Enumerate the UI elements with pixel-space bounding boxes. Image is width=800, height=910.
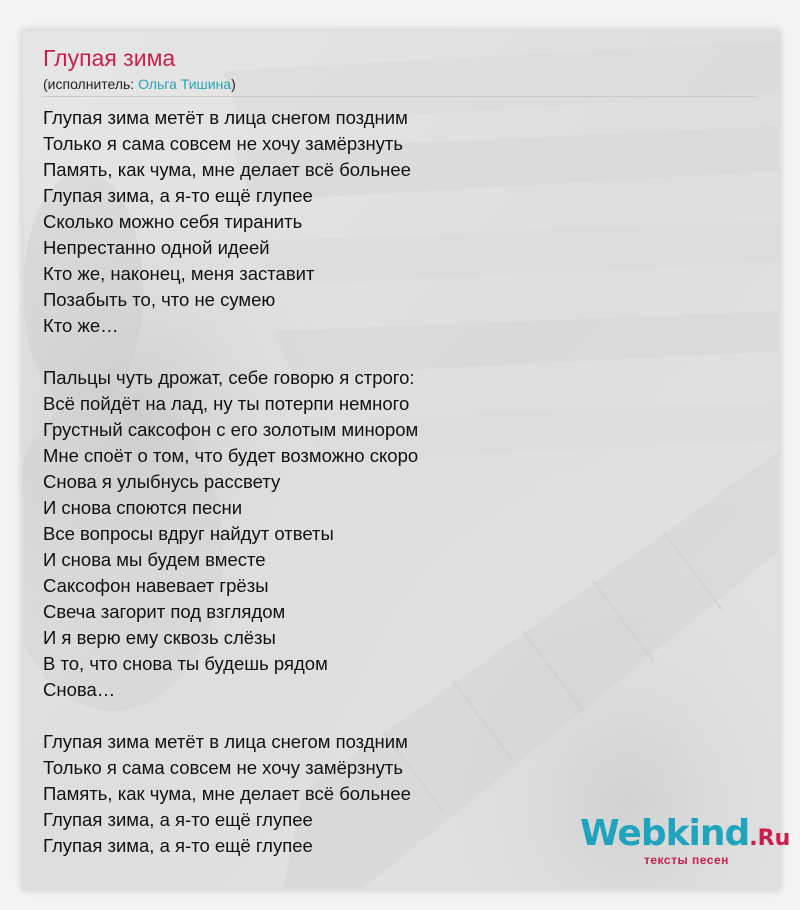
song-title: Глупая зима [43,45,176,71]
lyric-line: Свеча загорит под взглядом [43,601,286,622]
lyric-line: Память, как чума, мне делает всё больнее [43,783,411,804]
lyric-line: Позабыть то, что не сумею [43,289,276,310]
lyric-line: Только я сама совсем не хочу замёрзнуть [43,757,404,778]
artist-line [43,75,759,93]
logo-main-text: Webkind [580,813,750,854]
song-content [43,41,759,885]
lyric-line: Глупая зима метёт в лица снегом поздним [43,731,408,752]
lyric-line: Глупая зима, а я-то ещё глупее [43,185,313,206]
title-divider [43,96,757,97]
logo-tagline: тексты песен [644,853,729,867]
lyrics-text [43,105,759,859]
lyric-line: Глупая зима метёт в лица снегом поздним [43,107,408,128]
lyric-line: Пальцы чуть дрожат, себе говорю я строго: [43,367,415,388]
lyric-line: Память, как чума, мне делает всё больнее [43,159,411,180]
lyrics-stanza-2 [43,365,759,703]
lyric-line: И снова мы будем вместе [43,549,266,570]
lyric-line: Все вопросы вдруг найдут ответы [43,523,334,544]
lyric-line: Снова я улыбнусь рассвету [43,471,281,492]
lyric-line: Глупая зима, а я-то ещё глупее [43,809,313,830]
lyric-line: И снова споются песни [43,497,243,518]
artist-prefix: (исполнитель: [43,76,139,92]
lyric-line: Сколько можно себя тиранить [43,211,303,232]
lyric-line: Снова… [43,679,116,700]
lyric-line: Кто же, наконец, меня заставит [43,263,315,284]
lyric-line: Непрестанно одной идеей [43,237,270,258]
lyric-line: Всё пойдёт на лад, ну ты потерпи немного [43,393,410,414]
lyric-line: В то, что снова ты будешь рядом [43,653,328,674]
lyric-line: Саксофон навевает грёзы [43,575,269,596]
lyric-line: Глупая зима, а я-то ещё глупее [43,835,313,856]
lyric-line: Мне споёт о том, что будет возможно скоро [43,445,419,466]
site-logo[interactable] [580,812,791,872]
lyric-line: Только я сама совсем не хочу замёрзнуть [43,133,404,154]
logo-suffix: .Ru [749,826,791,851]
artist-suffix: ) [231,76,236,92]
artist-link[interactable]: Ольга Тишина [138,76,232,92]
lyric-line: Кто же… [43,315,119,336]
lyric-line: Грустный саксофон с его золотым минором [43,419,419,440]
lyric-line: И я верю ему сквозь слёзы [43,627,276,648]
lyrics-card [22,30,780,890]
lyrics-stanza-1 [43,105,759,339]
